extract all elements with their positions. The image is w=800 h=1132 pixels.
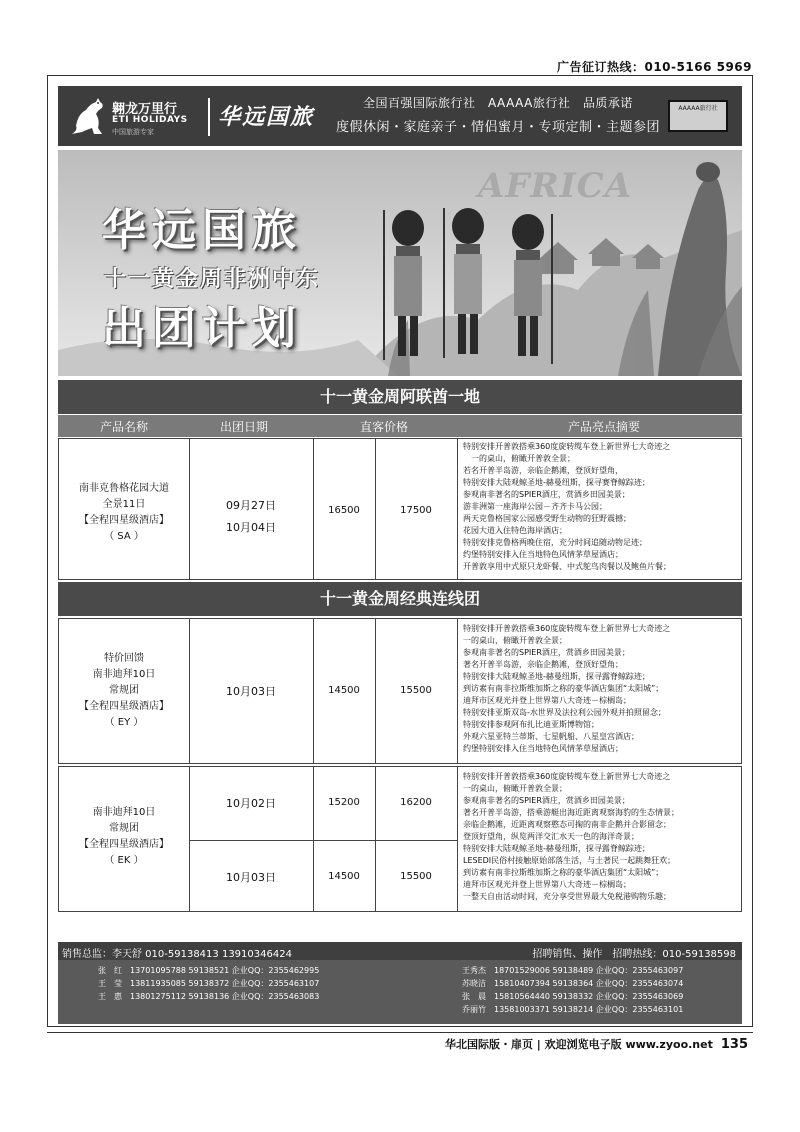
- bottom-rule: [47, 1032, 753, 1033]
- contact-left-2: 王 莹 13811935085 59138372 企业QQ：2355463107: [98, 979, 320, 988]
- ad-header: [58, 86, 742, 146]
- brand-eti-sub: 中国旅游专家: [112, 128, 154, 136]
- section-uae-title: 十一黄金周阿联酋一地: [58, 380, 742, 414]
- page-number: 135: [720, 1037, 748, 1052]
- africa-banner: [58, 150, 742, 376]
- price-other-ey: 15500: [400, 685, 432, 696]
- col-departure-date: 出团日期: [220, 420, 269, 434]
- aaaaa-badge: AAAAA旅行社: [668, 100, 728, 132]
- brand-huayuan: 华远国旅: [218, 105, 315, 130]
- price-other-ek-1: 16200: [400, 797, 432, 808]
- departure-dates-sa: 09月27日 10月04日: [226, 499, 276, 534]
- kangaroo-logo-icon: [68, 96, 110, 136]
- section-classic-title: 十一黄金周经典连线团: [58, 582, 742, 616]
- logo-block: [68, 94, 198, 138]
- page-footer: [445, 1036, 748, 1052]
- contact-list: [58, 962, 742, 1022]
- price-other-sa: 17500: [400, 505, 432, 516]
- banner-title-subject: 十一黄金周非洲中东: [104, 267, 321, 292]
- product-row-ek: [58, 766, 742, 912]
- contact-left-1: 张 红 13701095788 59138521 企业QQ：2355462995: [98, 966, 320, 975]
- contact-left-3: 王 惠 13801275112 59138136 企业QQ：2355463083: [98, 992, 320, 1001]
- product-name-ey: 特价回馈 南非迪拜10日 常规团 【全程四星级酒店】 （ EY ）: [79, 653, 169, 728]
- col-highlights: 产品亮点摘要: [568, 420, 641, 434]
- product-row-sa: [58, 438, 742, 580]
- contact-right-4: 乔丽竹 13581003371 59138214 企业QQ：2355463101: [462, 1005, 684, 1014]
- departure-date-ek-1: 10月02日: [226, 797, 276, 810]
- product-name-ek: 南非迪拜10日 常规团 【全程四星级酒店】 （ EK ）: [79, 807, 169, 866]
- slogan-quality: 全国百强国际旅行社 AAAAA旅行社 品质承诺: [363, 96, 633, 110]
- col-product-name: 产品名称: [100, 420, 149, 434]
- column-header-row: [58, 415, 742, 437]
- price-other-ek-2: 15500: [400, 871, 432, 882]
- header-divider: [208, 98, 210, 136]
- slogan-services: 度假休闲・家庭亲子・情侣蜜月・专项定制・主题参团: [336, 120, 661, 135]
- banner-title-plan: 出团计划: [102, 303, 302, 354]
- ad-hotline: 广告征订热线：010-5166 5969: [556, 60, 752, 74]
- footer-top-bar: [58, 942, 742, 960]
- banner-africa-text: AFRICA: [478, 166, 633, 206]
- banner-title-brand: 华远国旅: [102, 205, 302, 256]
- contact-right-3: 张 晨 15810564440 59138332 企业QQ：2355463069: [462, 992, 684, 1001]
- recruit-hotline: 招聘销售、操作 招聘热线：010-59138598: [532, 949, 736, 960]
- contact-right-2: 苏晓洁 15810407394 59138364 企业QQ：2355463074: [462, 979, 684, 988]
- price-adult-ek-1: 15200: [328, 797, 360, 808]
- brand-eti-en: ETI HOLIDAYS: [112, 115, 188, 125]
- price-adult-ek-2: 14500: [328, 871, 360, 882]
- highlights-ey: 特别安排开普敦搭乘360度旋转缆车登上新世界七大奇迹之 一的桌山，俯瞰开普敦全景； 参观南非著名的SPIER酒庄，赏酒乡田园美景； 著名开普半岛游，亲临企鹅滩，登顶好望角； 特别安排大陆观鲸圣地-赫曼纽斯，探寻露脊鲸踪迹； 到访素有南非拉斯维加斯之称的豪华酒店集团“太阳城”； 迪拜市区观光并登上世界第八大奇迹－棕榈岛； 特别安排亚斯双岛-水世界及法拉利公园外观并拍照留念； 特别安排参观阿布扎比迪亚斯博物馆； 外观六星亚特兰蒂斯、七星帆船、八星皇宫酒店； 约堡特别安排入住当地特色风情茅草屋酒店；: [463, 624, 671, 753]
- price-adult-ey: 14500: [328, 685, 360, 696]
- contact-footer: [58, 942, 742, 1024]
- highlights-ek: 特别安排开普敦搭乘360度旋转缆车登上新世界七大奇迹之 一的桌山，俯瞰开普敦全景； 参观南非著名的SPIER酒庄，赏酒乡田园美景； 著名开普半岛游，搭乘游艇出海近距离观察海豹的生态情景； 亲临企鹅滩，近距离观察憨态可掬的南非企鹅并合影留念； 登顶好望角，纵览两洋交汇水天一色的海洋奇景； 特别安排大陆观鲸圣地-赫曼纽斯，探寻露脊鲸踪迹； LESEDI民俗村接触原始部落生活，与土著民一起跳舞狂欢； 到访素有南非拉斯维加斯之称的豪华酒店集团“太阳城”； 迪拜市区观光并登上世界第八大奇迹－棕榈岛； 一整天自由活动时间，充分享受世界最大免税港购物乐趣；: [463, 772, 679, 901]
- col-direct-price: 直客价格: [360, 420, 409, 434]
- sales-director: 销售总监：李天舒 010-59138413 13910346424: [62, 949, 292, 960]
- product-name-sa: 南非克鲁格花园大道 全景11日 【全程四星级酒店】 （ SA ）: [79, 483, 169, 542]
- ad-frame: [47, 75, 753, 1027]
- footer-edition: 华北国际版・扉页 | 欢迎浏览电子版 www.zyoo.net: [444, 1038, 713, 1051]
- product-row-ey: [58, 618, 742, 764]
- contact-right-1: 王秀杰 18701529006 59138489 企业QQ：2355463097: [462, 966, 684, 975]
- price-adult-sa: 16500: [328, 505, 360, 516]
- departure-date-ey: 10月03日: [226, 685, 276, 698]
- highlights-sa: 特别安排开普敦搭乘360度旋转缆车登上新世界七大奇迹之 一的桌山，俯瞰开普敦全景； 若名开普半岛游，亲临企鹅滩，登顶好望角， 特别安排大陆观鲸圣地-赫曼纽斯，探寻赛脊鲸踪迹； 参观南非著名的SPIER酒庄，赏酒乡田园美景； 游非洲第一座海岸公园－齐齐卡马公园； 两天克鲁格国家公园感受野生动物的狂野震撼； 花园大道入住特色海岸酒店； 特别安排克鲁格两晚住宿，充分时间追随动物足迹； 约堡特别安排入住当地特色风情茅草屋酒店； 开普敦享用中式原只龙虾餐、中式鸵鸟肉餐以及鲍鱼片餐；: [463, 442, 671, 571]
- departure-date-ek-2: 10月03日: [226, 871, 276, 884]
- brand-eti-name: 翱龙万里行: [112, 102, 178, 117]
